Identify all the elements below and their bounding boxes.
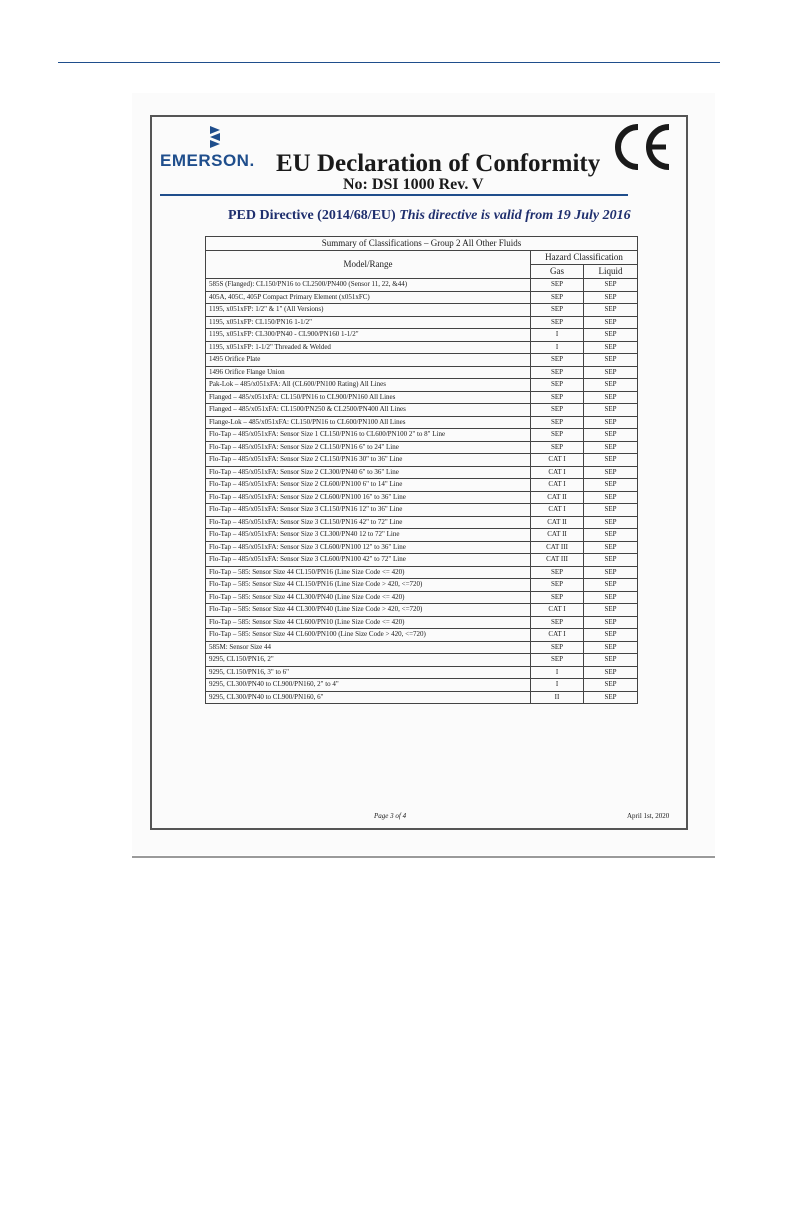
liquid-cell: SEP [584,591,638,604]
model-cell: 1195, x051xFP: CL150/PN16 1-1/2" [206,316,531,329]
gas-cell: I [531,329,584,342]
column-header-hazard: Hazard Classification [531,251,638,265]
directive-validity: This directive is valid from 19 July 2016 [395,208,631,223]
liquid-cell: SEP [584,666,638,679]
scan-edge [132,856,715,858]
table-row [206,616,638,629]
column-header-gas: Gas [531,265,584,279]
emerson-logo [160,124,270,174]
gas-cell: SEP [531,366,584,379]
liquid-cell: SEP [584,404,638,417]
gas-cell: SEP [531,441,584,454]
model-cell: 1496 Orifice Flange Union [206,366,531,379]
liquid-cell: SEP [584,416,638,429]
table-row [206,491,638,504]
liquid-cell: SEP [584,291,638,304]
table-row [206,316,638,329]
model-cell: Flo-Tap – 485/x051xFA: Sensor Size 3 CL150/PN16 12" to 36" Line [206,504,531,517]
model-cell: Flanged – 485/x051xFA: CL1500/PN250 & CL2500/PN400 All Lines [206,404,531,417]
table-row [206,479,638,492]
liquid-cell: SEP [584,366,638,379]
gas-cell: SEP [531,404,584,417]
table-row [206,379,638,392]
gas-cell: CAT I [531,604,584,617]
liquid-cell: SEP [584,429,638,442]
gas-cell: CAT I [531,454,584,467]
model-cell: Flo-Tap – 585: Sensor Size 44 CL150/PN16 (Line Size Code <= 420) [206,566,531,579]
liquid-cell: SEP [584,316,638,329]
gas-cell: II [531,691,584,704]
model-cell: Flo-Tap – 585: Sensor Size 44 CL300/PN40 (Line Size Code > 420, <=720) [206,604,531,617]
table-row [206,429,638,442]
model-cell: Flo-Tap – 485/x051xFA: Sensor Size 2 CL300/PN40 6" to 36" Line [206,466,531,479]
model-cell: Flo-Tap – 485/x051xFA: Sensor Size 2 CL150/PN16 6" to 24" Line [206,441,531,454]
model-cell: 9295, CL300/PN40 to CL900/PN160, 6" [206,691,531,704]
table-row [206,329,638,342]
liquid-cell: SEP [584,379,638,392]
liquid-cell: SEP [584,579,638,592]
gas-cell: CAT I [531,479,584,492]
table-row [206,304,638,317]
model-cell: 405A, 405C, 405P Compact Primary Element (x051xFC) [206,291,531,304]
gas-cell: I [531,341,584,354]
model-cell: Flo-Tap – 485/x051xFA: Sensor Size 1 CL150/PN16 to CL600/PN100 2" to 8" Line [206,429,531,442]
table-row [206,416,638,429]
gas-cell: SEP [531,591,584,604]
liquid-cell: SEP [584,541,638,554]
gas-cell: SEP [531,279,584,292]
model-cell: 9295, CL150/PN16, 3" to 6" [206,666,531,679]
document-title: EU Declaration of Conformity [276,150,601,177]
gas-cell: CAT III [531,554,584,567]
table-row [206,666,638,679]
model-cell: Flo-Tap – 485/x051xFA: Sensor Size 3 CL600/PN100 42" to 72" Line [206,554,531,567]
table-body [206,279,638,704]
liquid-cell: SEP [584,654,638,667]
directive-name: PED Directive (2014/68/EU) [228,208,396,223]
emerson-wordmark: EMERSON. [160,151,255,170]
gas-cell: SEP [531,641,584,654]
liquid-cell: SEP [584,491,638,504]
gas-cell: I [531,666,584,679]
model-cell: 1195, x051xFP: 1-1/2" Threaded & Welded [206,341,531,354]
directive-line [228,208,631,224]
gas-cell: SEP [531,616,584,629]
gas-cell: CAT I [531,504,584,517]
model-cell: 1195, x051xFP: CL300/PN40 - CL900/PN160 1-1/2" [206,329,531,342]
liquid-cell: SEP [584,354,638,367]
gas-cell: SEP [531,416,584,429]
table-row [206,529,638,542]
liquid-cell: SEP [584,391,638,404]
liquid-cell: SEP [584,466,638,479]
model-cell: 9295, CL150/PN16, 2" [206,654,531,667]
table-row [206,579,638,592]
table-row [206,279,638,292]
model-cell: 1495 Orifice Plate [206,354,531,367]
liquid-cell: SEP [584,516,638,529]
gas-cell: CAT I [531,466,584,479]
gas-cell: I [531,679,584,692]
table-row [206,291,638,304]
gas-cell: SEP [531,354,584,367]
model-cell: Flo-Tap – 485/x051xFA: Sensor Size 2 CL600/PN100 6" to 14" Line [206,479,531,492]
liquid-cell: SEP [584,616,638,629]
gas-cell: SEP [531,429,584,442]
document-number: No: DSI 1000 Rev. V [343,176,484,193]
table-row [206,354,638,367]
table-row [206,691,638,704]
liquid-cell: SEP [584,629,638,642]
table-caption: Summary of Classifications – Group 2 All Other Fluids [206,237,638,251]
model-cell: 1195, x051xFP: 1/2" & 1" (All Versions) [206,304,531,317]
classification-table [205,236,638,704]
gas-cell: CAT II [531,529,584,542]
table-row [206,679,638,692]
table-row [206,566,638,579]
title-rule [160,194,628,196]
gas-cell: SEP [531,291,584,304]
liquid-cell: SEP [584,691,638,704]
table-row [206,391,638,404]
gas-cell: CAT II [531,516,584,529]
model-cell: Flo-Tap – 585: Sensor Size 44 CL600/PN10 (Line Size Code <= 420) [206,616,531,629]
model-cell: Flo-Tap – 485/x051xFA: Sensor Size 2 CL600/PN100 16" to 36" Line [206,491,531,504]
liquid-cell: SEP [584,641,638,654]
model-cell: Flo-Tap – 485/x051xFA: Sensor Size 3 CL300/PN40 12 to 72" Line [206,529,531,542]
model-cell: Flo-Tap – 585: Sensor Size 44 CL300/PN40 (Line Size Code <= 420) [206,591,531,604]
model-cell: 585S (Flanged): CL150/PN16 to CL2500/PN400 (Sensor 11, 22, &44) [206,279,531,292]
table-row [206,516,638,529]
gas-cell: SEP [531,654,584,667]
liquid-cell: SEP [584,554,638,567]
liquid-cell: SEP [584,604,638,617]
model-cell: Flanged – 485/x051xFA: CL150/PN16 to CL900/PN160 All Lines [206,391,531,404]
gas-cell: CAT II [531,491,584,504]
model-cell: Flo-Tap – 585: Sensor Size 44 CL600/PN100 (Line Size Code > 420, <=720) [206,629,531,642]
table-row [206,466,638,479]
table-row [206,404,638,417]
gas-cell: SEP [531,579,584,592]
column-header-liquid: Liquid [584,265,638,279]
model-cell: 585M: Sensor Size 44 [206,641,531,654]
gas-cell: SEP [531,391,584,404]
gas-cell: CAT I [531,629,584,642]
model-cell: Flo-Tap – 485/x051xFA: Sensor Size 2 CL150/PN16 30" to 36" Line [206,454,531,467]
table-row [206,454,638,467]
table-row [206,441,638,454]
liquid-cell: SEP [584,304,638,317]
document-date: April 1st, 2020 [627,812,670,820]
gas-cell: CAT III [531,541,584,554]
table-row [206,504,638,517]
page-number: Page 3 of 4 [374,812,407,820]
table-row [206,641,638,654]
gas-cell: SEP [531,304,584,317]
liquid-cell: SEP [584,279,638,292]
table-row [206,541,638,554]
table-row [206,591,638,604]
liquid-cell: SEP [584,679,638,692]
ce-mark-icon [611,122,673,172]
liquid-cell: SEP [584,441,638,454]
liquid-cell: SEP [584,479,638,492]
table-row [206,366,638,379]
page-header-rule [58,62,720,63]
liquid-cell: SEP [584,454,638,467]
gas-cell: SEP [531,316,584,329]
model-cell: Pak-Lok – 485/x051xFA: All (CL600/PN100 Rating) All Lines [206,379,531,392]
liquid-cell: SEP [584,341,638,354]
model-cell: Flange-Lok – 485/x051xFA: CL150/PN16 to CL600/PN100 All Lines [206,416,531,429]
table-row [206,604,638,617]
liquid-cell: SEP [584,504,638,517]
model-cell: 9295, CL300/PN40 to CL900/PN160, 2" to 4" [206,679,531,692]
liquid-cell: SEP [584,329,638,342]
gas-cell: SEP [531,379,584,392]
model-cell: Flo-Tap – 585: Sensor Size 44 CL150/PN16 (Line Size Code > 420, <=720) [206,579,531,592]
liquid-cell: SEP [584,529,638,542]
liquid-cell: SEP [584,566,638,579]
model-cell: Flo-Tap – 485/x051xFA: Sensor Size 3 CL150/PN16 42" to 72" Line [206,516,531,529]
gas-cell: SEP [531,566,584,579]
emerson-logo-icon [204,124,226,150]
column-header-model: Model/Range [206,251,531,279]
model-cell: Flo-Tap – 485/x051xFA: Sensor Size 3 CL600/PN100 12" to 36" Line [206,541,531,554]
table-row [206,629,638,642]
table-row [206,654,638,667]
table-row [206,554,638,567]
table-row [206,341,638,354]
